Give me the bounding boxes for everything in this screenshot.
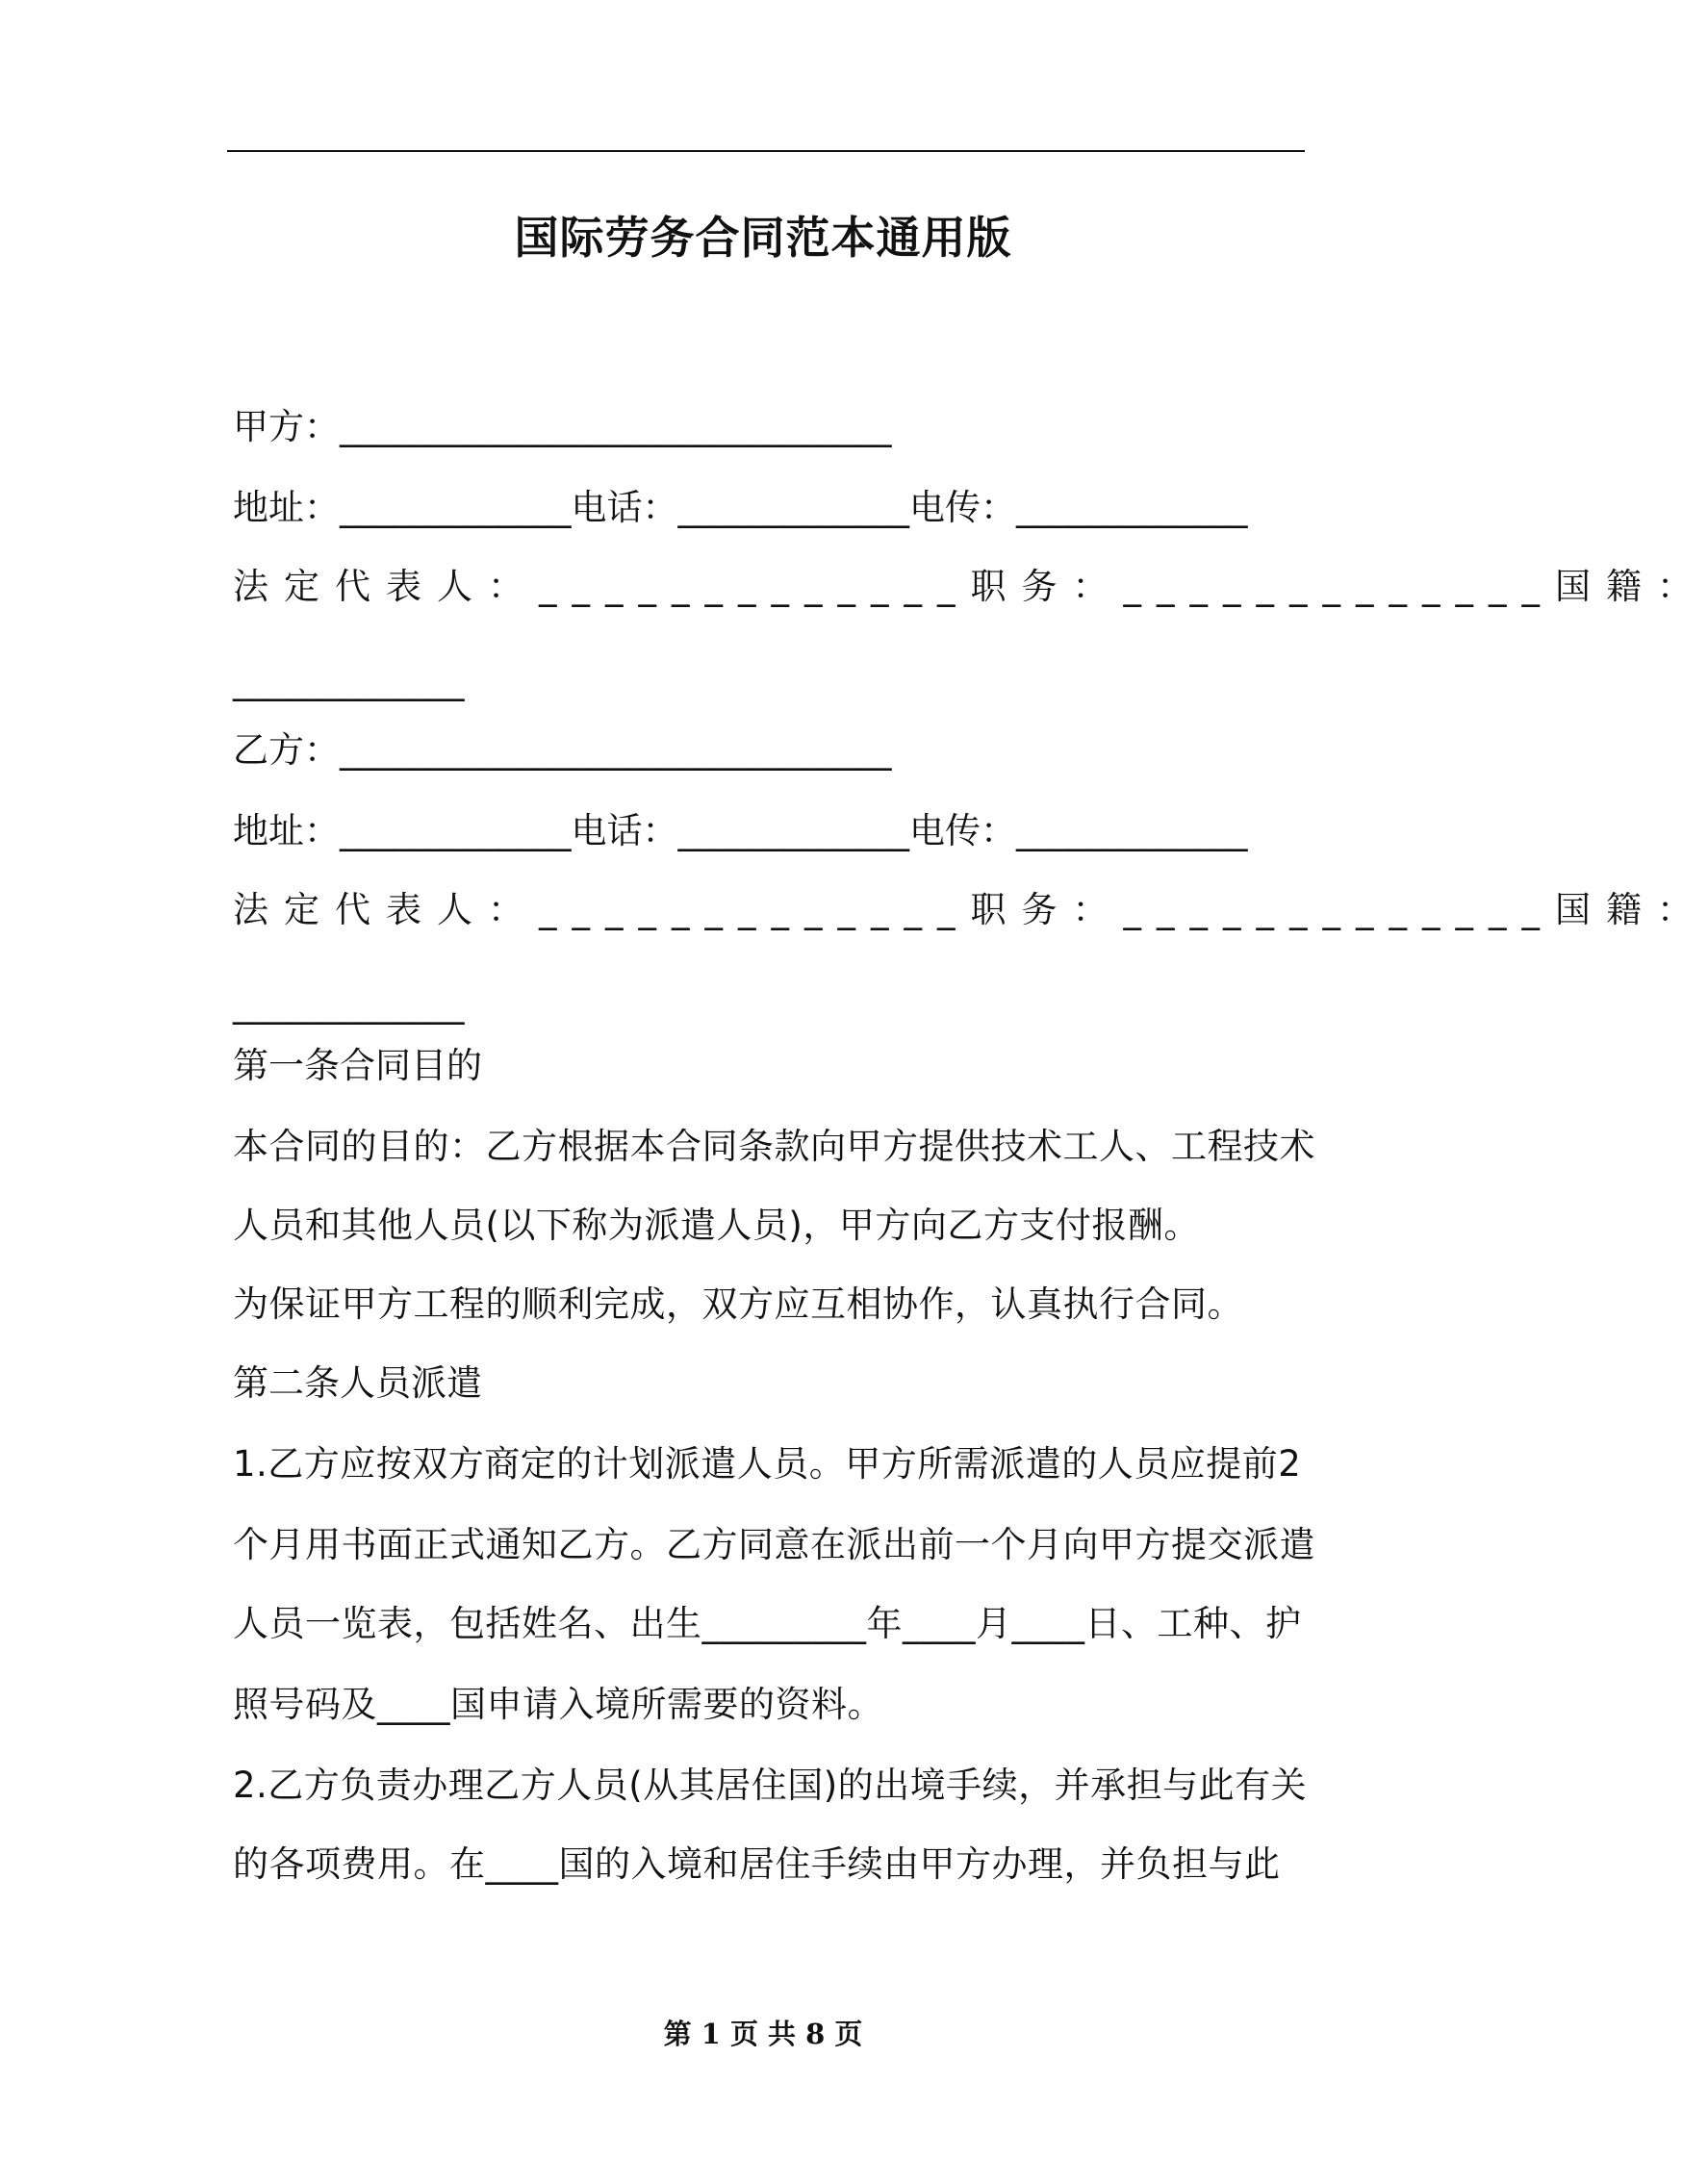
article-2-line: 2.乙方负责办理乙方人员(从其居住国)的出境手续，并承担与此有关 xyxy=(233,1765,1308,1806)
article-2-line: 1.乙方应按双方商定的计划派遣人员。甲方所需派遣的人员应提前2 xyxy=(233,1443,1302,1485)
article-2-line: 人员一览表，包括姓名、出生_________年____月____日、工种、护 xyxy=(233,1603,1302,1644)
article-2-heading: 第二条人员派遣 xyxy=(233,1362,482,1404)
header-rule xyxy=(227,150,1305,152)
party-a-contact-line: 地址：_____________电话：_____________电传：_____________ xyxy=(233,487,1248,528)
party-a-nationality-blank: _____________ xyxy=(233,660,465,701)
article-1-line: 人员和其他人员(以下称为派遣人员)，甲方向乙方支付报酬。 xyxy=(233,1205,1200,1246)
article-1-heading: 第一条合同目的 xyxy=(233,1045,482,1086)
article-2-line: 照号码及____国申请入境所需要的资料。 xyxy=(233,1684,883,1725)
document-title: 国际劳务合同范本通用版 xyxy=(514,212,1012,264)
party-a-name-line: 甲方：_______________________________ xyxy=(233,406,892,447)
party-b-contact-line: 地址：_____________电话：_____________电传：_____________ xyxy=(233,810,1248,851)
article-1-line: 为保证甲方工程的顺利完成，双方应互相协作，认真执行合同。 xyxy=(233,1283,1243,1325)
page-number-footer: 第 1 页 共 8 页 xyxy=(663,2018,863,2050)
party-b-nationality-blank: _____________ xyxy=(233,983,465,1025)
party-b-name-line: 乙方：_______________________________ xyxy=(233,729,892,771)
party-a-representative-line: 法定代表人：_____________职务：_____________国籍： xyxy=(233,566,1708,607)
party-b-representative-line: 法定代表人：_____________职务：_____________国籍： xyxy=(233,889,1708,930)
article-2-line: 的各项费用。在____国的入境和居住手续由甲方办理，并负担与此 xyxy=(233,1843,1281,1885)
article-2-line: 个月用书面正式通知乙方。乙方同意在派出前一个月向甲方提交派遣 xyxy=(233,1524,1315,1565)
article-1-line: 本合同的目的：乙方根据本合同条款向甲方提供技术工人、工程技术 xyxy=(233,1126,1315,1167)
